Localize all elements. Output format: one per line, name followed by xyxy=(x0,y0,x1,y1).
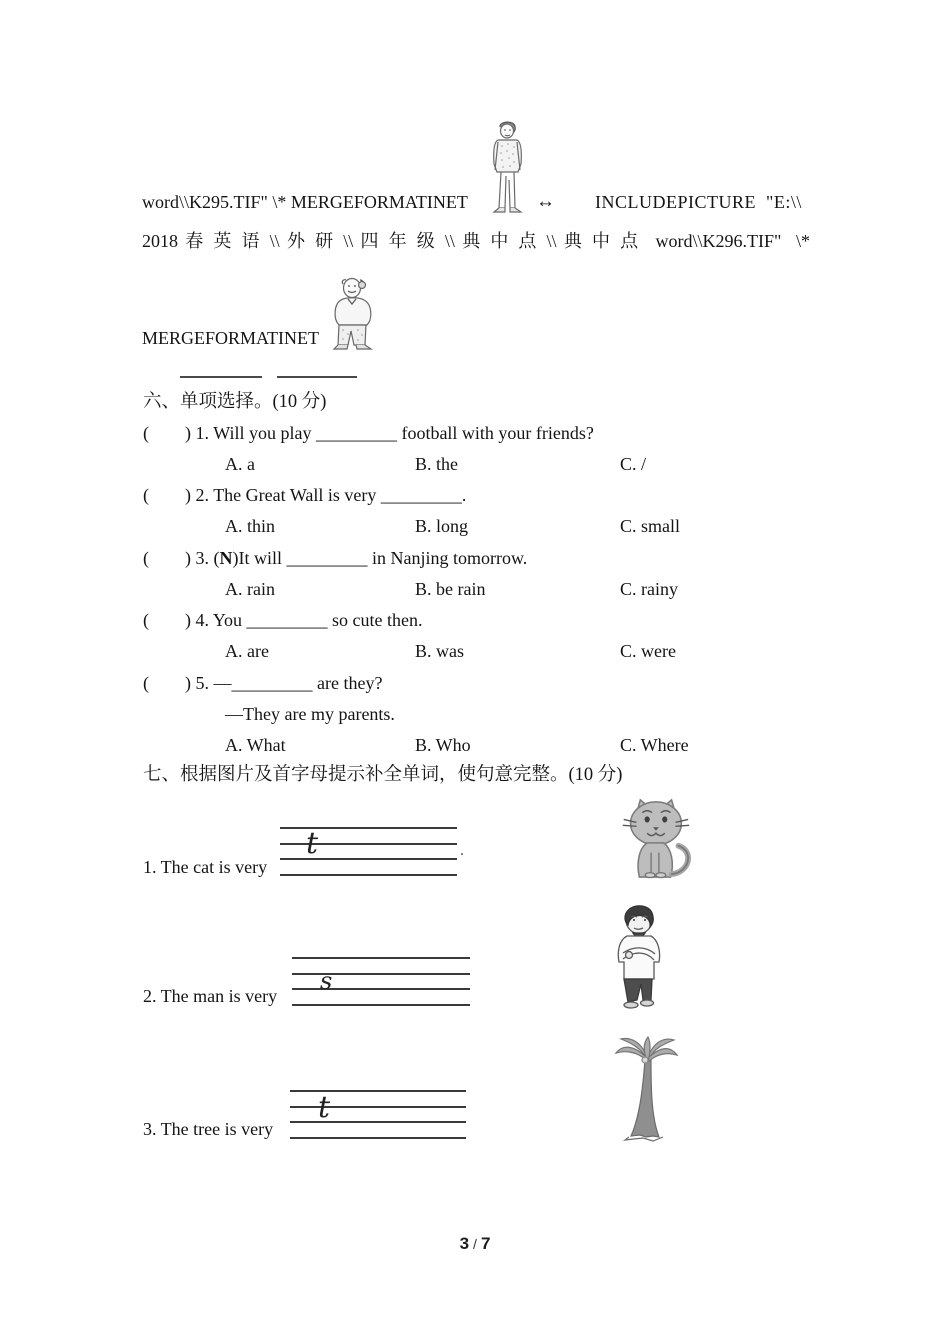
section7-heading: 七、根据图片及首字母提示补全单词，使句意完整。(10 分) xyxy=(143,765,623,785)
item-2-label: 2. The man is very xyxy=(143,986,278,1006)
current-page-number: 3 xyxy=(459,1234,470,1253)
answer-blank-line[interactable] xyxy=(277,376,357,378)
section6-heading: 六、单项选择。(10 分) xyxy=(143,392,327,412)
question-4 xyxy=(143,608,423,632)
field-code-line2: 2018 春 英 语 \\ 外 研 \\ 四 年 级 \\ 典 中 点 \\ 典 中 点 word\\K296.TIF" \* xyxy=(142,231,810,251)
question-5 xyxy=(143,671,382,695)
option-b[interactable]: B. Who xyxy=(415,735,471,755)
question-number: 1. xyxy=(195,423,209,443)
options-row-5 xyxy=(0,733,950,757)
option-c[interactable]: C. small xyxy=(620,516,681,536)
answer-parentheses[interactable]: ( ) xyxy=(143,673,191,693)
page-number-footer xyxy=(0,1234,950,1254)
answer-parentheses[interactable]: ( ) xyxy=(143,485,191,505)
answer-parentheses[interactable]: ( ) xyxy=(143,548,191,568)
option-c[interactable]: C. rainy xyxy=(620,579,678,599)
hint-letter: s xyxy=(320,967,333,995)
option-b[interactable]: B. the xyxy=(415,454,458,474)
answer-blank-line[interactable] xyxy=(180,376,262,378)
question-stem: The Great Wall is very _________. xyxy=(213,485,467,505)
option-a[interactable]: A. a xyxy=(225,454,255,474)
question-stem: You _________ so cute then. xyxy=(212,610,423,630)
options-row-1 xyxy=(0,452,950,476)
question-number: 3. xyxy=(195,548,209,568)
cat-clipart xyxy=(610,796,698,885)
option-b[interactable]: B. be rain xyxy=(415,579,486,599)
question-stem: —_________ are they? xyxy=(213,673,383,693)
standing-man-clipart xyxy=(489,120,526,220)
hint-letter: t xyxy=(306,826,319,861)
grid-line xyxy=(292,988,470,990)
question-3 xyxy=(143,546,527,570)
grid-line xyxy=(290,1137,466,1139)
palm-tree-clipart xyxy=(613,1036,679,1149)
question-5-response-line: —They are my parents. xyxy=(225,704,395,724)
options-row-3 xyxy=(0,577,950,601)
question-number: 4. xyxy=(195,610,209,630)
left-right-arrow-symbol: ↔ xyxy=(536,191,555,212)
grid-line xyxy=(292,957,470,959)
option-b[interactable]: B. long xyxy=(415,516,469,536)
grid-line xyxy=(290,1090,466,1092)
option-a[interactable]: A. are xyxy=(225,641,269,661)
option-c[interactable]: C. / xyxy=(620,454,647,474)
field-code-line1-right: INCLUDEPICTURE "E:\\ xyxy=(595,192,802,212)
grid-line xyxy=(292,1004,470,1006)
options-row-2 xyxy=(0,514,950,538)
grid-line xyxy=(280,874,457,876)
question-number: 5. xyxy=(195,673,209,693)
writing-grid-1[interactable] xyxy=(280,827,457,877)
page-separator: / xyxy=(473,1236,477,1252)
grid-line xyxy=(290,1106,466,1108)
total-pages: 7 xyxy=(480,1234,491,1253)
field-code-line3: MERGEFORMATINET xyxy=(142,328,320,348)
grid-line xyxy=(290,1121,466,1123)
item-1-label: 1. The cat is very xyxy=(143,857,268,877)
field-code-line1-left: word\\K295.TIF" \* MERGEFORMATINET xyxy=(142,192,468,212)
option-a[interactable]: A. What xyxy=(225,735,286,755)
option-c[interactable]: C. Where xyxy=(620,735,689,755)
sentence-period: . xyxy=(460,842,464,859)
question-2 xyxy=(143,483,466,507)
option-a[interactable]: A. thin xyxy=(225,516,276,536)
old-man-clipart xyxy=(331,277,375,358)
option-a[interactable]: A. rain xyxy=(225,579,275,599)
man-clipart xyxy=(606,899,672,1018)
question-1 xyxy=(143,421,594,445)
options-row-4 xyxy=(0,639,950,663)
question-stem: Will you play _________ football with your friends? xyxy=(213,423,594,443)
question-stem: (N)It will _________ in Nanjing tomorrow. xyxy=(213,548,528,568)
question-number: 2. xyxy=(195,485,209,505)
item-3-label: 3. The tree is very xyxy=(143,1119,274,1139)
option-b[interactable]: B. was xyxy=(415,641,464,661)
writing-grid-2[interactable] xyxy=(292,957,470,1007)
answer-parentheses[interactable]: ( ) xyxy=(143,423,191,443)
option-c[interactable]: C. were xyxy=(620,641,676,661)
answer-parentheses[interactable]: ( ) xyxy=(143,610,191,630)
hint-letter: t xyxy=(318,1090,331,1125)
stem-bold: N xyxy=(219,548,233,568)
writing-grid-3[interactable] xyxy=(290,1090,466,1140)
grid-line xyxy=(292,973,470,975)
